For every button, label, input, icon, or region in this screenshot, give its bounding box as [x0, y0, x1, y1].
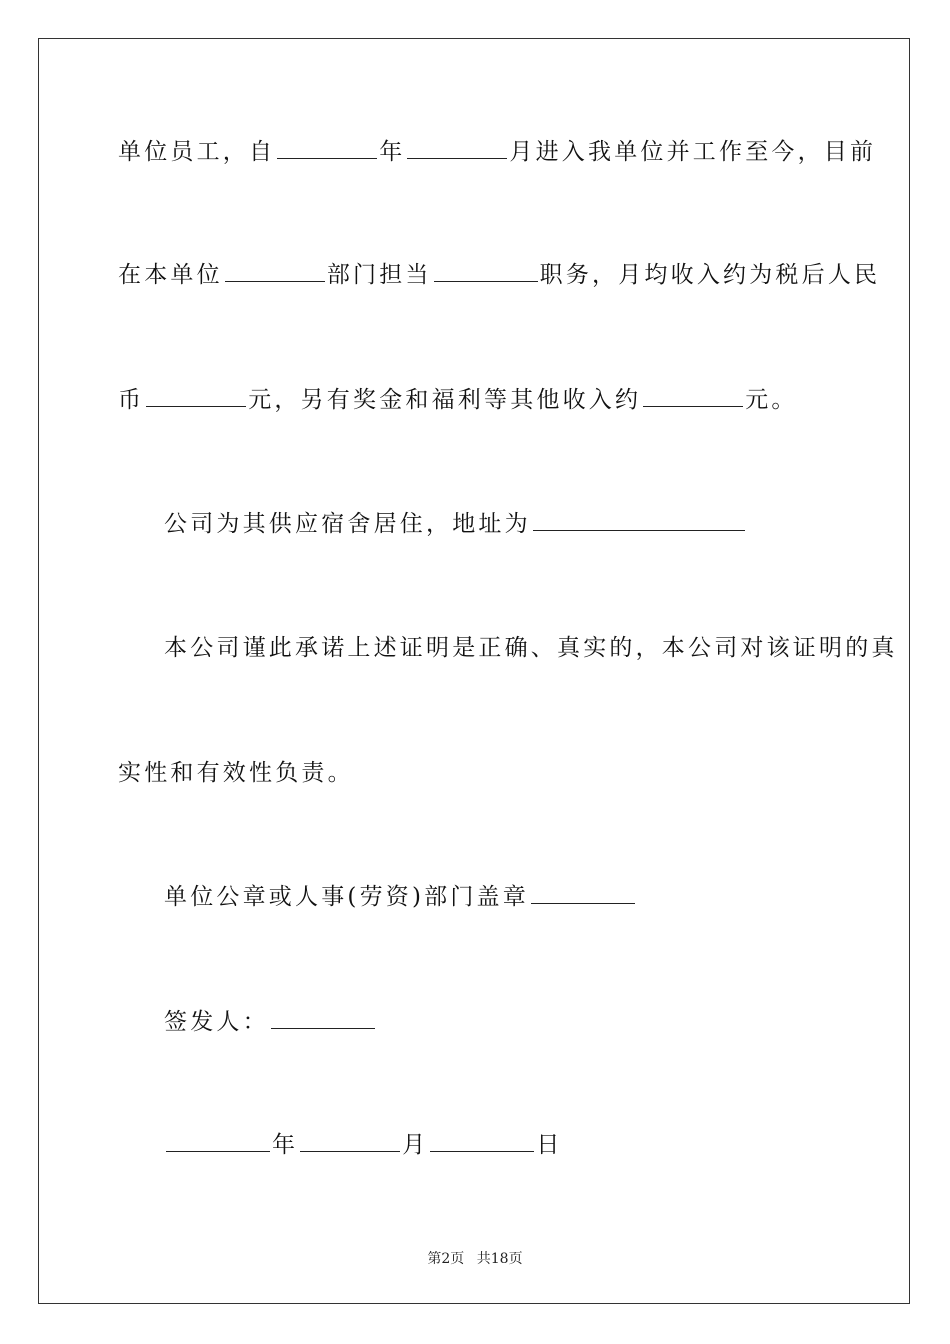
text-segment: 年	[379, 139, 406, 165]
text-segment: 公司为其供应宿舍居住，地址为	[164, 511, 531, 537]
text-line-commitment-cont	[118, 758, 354, 788]
text-line-issuer	[164, 1007, 377, 1037]
text-line-employee-start	[118, 137, 876, 167]
blank-salary[interactable]	[146, 388, 246, 407]
text-line-seal	[164, 882, 637, 912]
page-footer	[0, 1248, 950, 1268]
blank-date-month[interactable]	[300, 1133, 400, 1152]
blank-seal[interactable]	[531, 885, 635, 904]
text-segment: 实性和有效性负责。	[118, 760, 354, 786]
text-segment: 单位公章或人事(劳资)部门盖章	[164, 884, 529, 910]
blank-position[interactable]	[434, 263, 538, 282]
text-segment: 日	[536, 1132, 563, 1158]
text-segment: 签发人：	[164, 1009, 269, 1035]
text-segment: 部门担当	[326, 262, 432, 288]
blank-month[interactable]	[407, 140, 507, 159]
text-line-date	[164, 1130, 563, 1160]
text-segment: 币	[118, 387, 145, 413]
text-segment: 单位员工，自	[118, 139, 276, 165]
text-segment: 月	[402, 1132, 429, 1158]
text-segment: 在本单位	[118, 262, 223, 288]
blank-department[interactable]	[225, 263, 325, 282]
blank-issuer[interactable]	[271, 1010, 375, 1029]
blank-address[interactable]	[533, 512, 745, 531]
blank-date-day[interactable]	[430, 1133, 534, 1152]
page-total: 共18页	[476, 1251, 523, 1267]
text-segment: 月进入我单位并工作至今，目前	[509, 139, 877, 165]
text-segment: 年	[272, 1132, 299, 1158]
text-segment: 本公司谨此承诺上述证明是正确、真实的，本公司对该证明的真	[164, 635, 898, 661]
blank-other-income[interactable]	[643, 388, 743, 407]
text-segment: 职务，月均收入约为税后人民	[539, 262, 881, 288]
text-line-dormitory	[164, 509, 747, 539]
page-number: 第2页	[427, 1251, 465, 1267]
blank-date-year[interactable]	[166, 1133, 270, 1152]
text-line-commitment	[164, 633, 898, 663]
page-border	[38, 38, 910, 1304]
text-line-department	[118, 260, 880, 290]
text-segment: 元，另有奖金和福利等其他收入约	[248, 387, 642, 413]
text-line-income	[118, 385, 798, 415]
blank-year[interactable]	[277, 140, 377, 159]
text-segment: 元。	[745, 387, 798, 413]
